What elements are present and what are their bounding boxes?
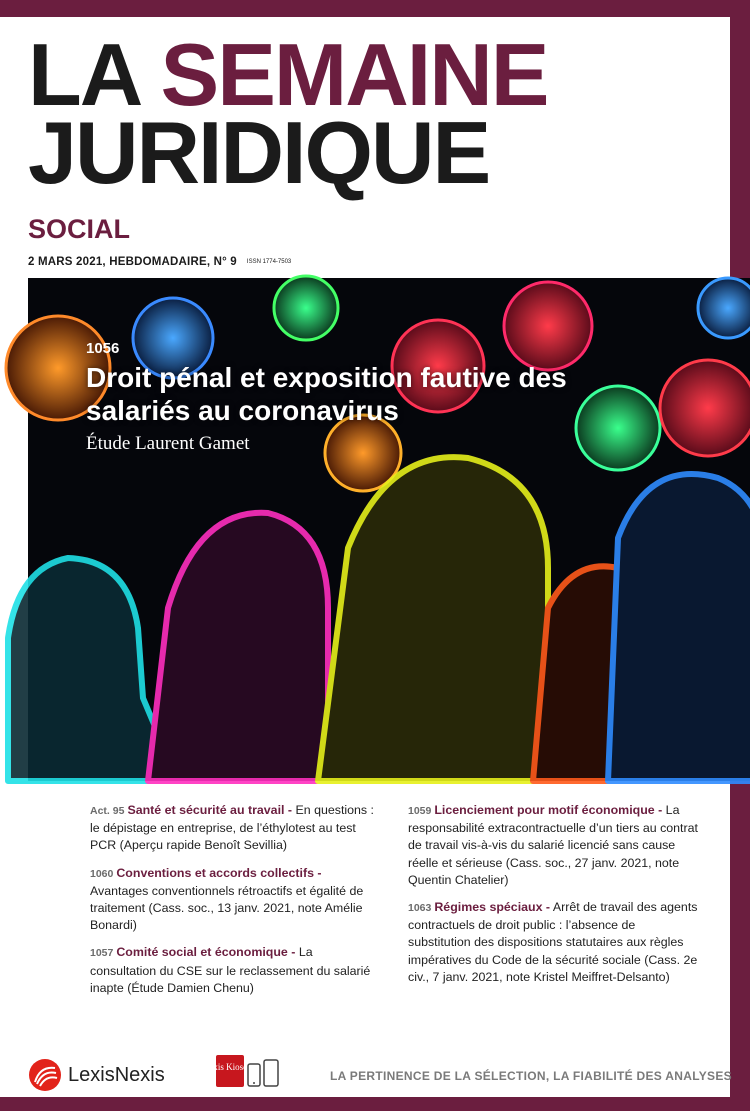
publisher-name: LexisNexis bbox=[68, 1063, 165, 1086]
headline-author: Étude Laurent Gamet bbox=[86, 433, 250, 454]
cover-headline bbox=[86, 340, 646, 455]
bottom-border bbox=[0, 1097, 750, 1111]
lexisnexis-icon bbox=[28, 1058, 62, 1092]
tagline: LA PERTINENCE DE LA SÉLECTION, LA FIABILITÉ DES ANALYSES bbox=[330, 1069, 732, 1083]
summary-entry[interactable]: 1063 Régimes spéciaux - Arrêt de travail des agents contractuels de droit public : l’absence de substitution des dispositions statutaires aux règles impératives du Code de la sécurité sociale (Cass. 2e civ., 7 janv. 2021, note Kristel Meiffret-Delsanto) bbox=[408, 900, 698, 984]
tablet-icon bbox=[263, 1059, 279, 1087]
summary-right-column bbox=[408, 802, 700, 996]
kiosque-app-icon bbox=[203, 1055, 257, 1087]
top-border bbox=[0, 0, 750, 17]
summary-entry[interactable]: 1059 Licenciement pour motif économique - La responsabilité extracontractuelle d’un tiers au contrat de travail vis-à-vis du salarié licencié sans cause réelle et sérieuse (Cass. soc., 27 janv. 2021, note Quentin Chatelier) bbox=[408, 803, 698, 887]
summary-entry[interactable]: 1057 Comité social et économique - La consultation du CSE sur le reclassement du salarié inapte (Étude Damien Chenu) bbox=[90, 945, 371, 995]
summary-entry[interactable]: Act. 95 Santé et sécurité au travail - En questions : le dépistage en entreprise, de l’éthylotest au test PCR (Aperçu rapide Benoît Sevillia) bbox=[90, 803, 374, 853]
headline-number: 1056 bbox=[86, 340, 120, 357]
journal-title: LA SEMAINE JURIDIQUE bbox=[28, 25, 548, 202]
summary-left-column bbox=[90, 802, 378, 1007]
publisher-logo[interactable] bbox=[28, 1058, 165, 1092]
issn: ISSN 1774-7503 bbox=[246, 258, 292, 265]
headline-title: Droit pénal et exposition fautive des salariés au coronavirus bbox=[86, 362, 567, 426]
summary-entry[interactable]: 1060 Conventions et accords collectifs - Avantages conventionnels rétroactifs et égalité de traitement (Cass. soc., 13 janv. 2021, note Amélie Bonardi) bbox=[90, 865, 364, 933]
section-label: SOCIAL bbox=[28, 214, 131, 244]
app-icons[interactable] bbox=[203, 1055, 279, 1087]
kiosque-app-label: Lexis Kiosque bbox=[203, 1062, 257, 1072]
cover-image[interactable] bbox=[28, 278, 750, 781]
issue-line: 2 MARS 2021, HEBDOMADAIRE, N° 9 ISSN 1774-7503 bbox=[28, 256, 292, 268]
phone-icon bbox=[247, 1063, 261, 1087]
